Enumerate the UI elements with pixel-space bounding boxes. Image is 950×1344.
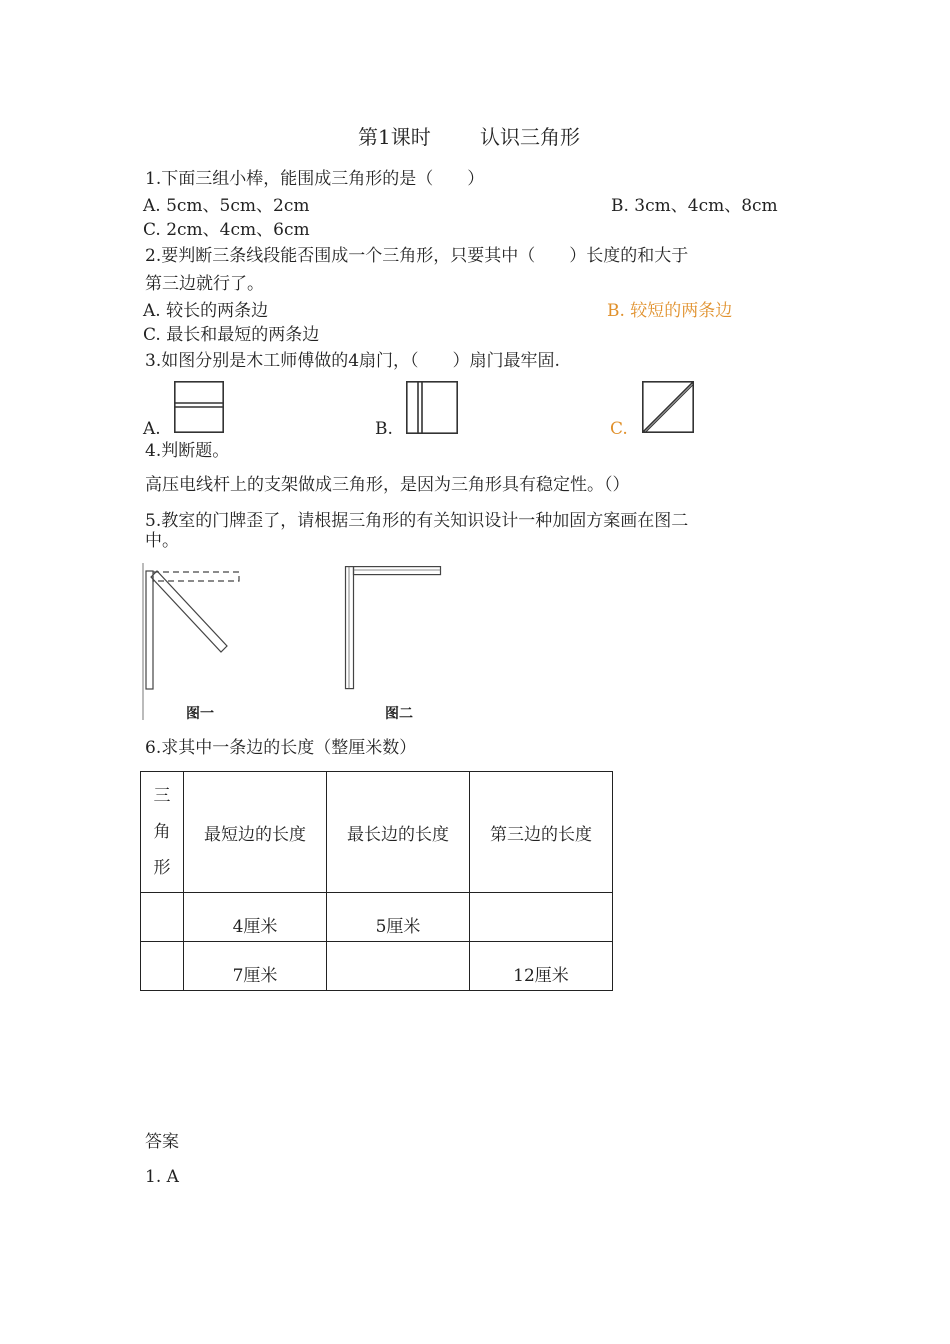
q4-stem: 4.判断题。 bbox=[145, 441, 230, 461]
answers-heading: 答案 bbox=[145, 1132, 179, 1152]
header-longest-side: 最长边的长度 bbox=[327, 772, 470, 893]
q2-option-c: C. 最长和最短的两条边 bbox=[143, 325, 320, 345]
figure-one bbox=[142, 563, 252, 723]
door-a-figure bbox=[174, 381, 224, 433]
door-c-figure bbox=[642, 381, 694, 433]
figure-two-label: 图二 bbox=[385, 706, 413, 722]
table-cell: 4厘米 bbox=[184, 893, 327, 942]
q1-option-c: C. 2cm、4cm、6cm bbox=[143, 220, 310, 240]
q5-stem-line2: 中。 bbox=[145, 531, 179, 551]
q3-label-b: B. bbox=[375, 419, 393, 439]
q3-label-c: C. bbox=[610, 419, 628, 439]
table-cell bbox=[141, 893, 184, 942]
table-cell-input[interactable] bbox=[327, 942, 470, 991]
q4-statement: 高压电线杆上的支架做成三角形，是因为三角形具有稳定性。（） bbox=[145, 475, 630, 495]
header-triangle-cell bbox=[141, 772, 184, 893]
page-title: 认识三角形 bbox=[480, 125, 580, 149]
q1-stem: 1.下面三组小棒，能围成三角形的是（ ） bbox=[145, 169, 485, 189]
lesson-number: 第1课时 bbox=[358, 125, 431, 149]
q3-stem: 3.如图分别是木工师傅做的4扇门，（ ）扇门最牢固. bbox=[145, 351, 560, 371]
header-triangle-char: 角 bbox=[153, 822, 171, 842]
table-cell: 7厘米 bbox=[184, 942, 327, 991]
q2-stem-line1: 2.要判断三条线段能否围成一个三角形，只要其中（ ）长度的和大于 bbox=[145, 246, 689, 266]
q2-option-b: B. 较短的两条边 bbox=[607, 301, 733, 321]
table-cell: 12厘米 bbox=[470, 942, 613, 991]
table-cell-input[interactable] bbox=[470, 893, 613, 942]
figure-one-label: 图一 bbox=[186, 706, 214, 722]
table-cell: 5厘米 bbox=[327, 893, 470, 942]
header-third-side: 第三边的长度 bbox=[470, 772, 613, 893]
table-cell bbox=[141, 942, 184, 991]
figure-two bbox=[344, 566, 444, 692]
door-b-figure bbox=[406, 381, 458, 434]
q1-option-a: A. 5cm、5cm、2cm bbox=[143, 196, 310, 216]
q5-stem-line1: 5.教室的门牌歪了，请根据三角形的有关知识设计一种加固方案画在图二 bbox=[145, 511, 689, 531]
header-triangle-char: 形 bbox=[153, 858, 171, 878]
table-row bbox=[141, 942, 613, 991]
q2-option-a: A. 较长的两条边 bbox=[143, 301, 269, 321]
q1-option-b: B. 3cm、4cm、8cm bbox=[611, 196, 778, 216]
side-length-table bbox=[140, 771, 613, 991]
table-header-row bbox=[141, 772, 613, 893]
table-row bbox=[141, 893, 613, 942]
header-shortest-side: 最短边的长度 bbox=[184, 772, 327, 893]
q2-stem-line2: 第三边就行了。 bbox=[145, 274, 264, 294]
q6-stem: 6.求其中一条边的长度（整厘米数） bbox=[145, 738, 417, 758]
q3-label-a: A. bbox=[143, 419, 161, 439]
header-triangle-char: 三 bbox=[153, 786, 171, 806]
answer-item: 1. A bbox=[145, 1167, 179, 1187]
